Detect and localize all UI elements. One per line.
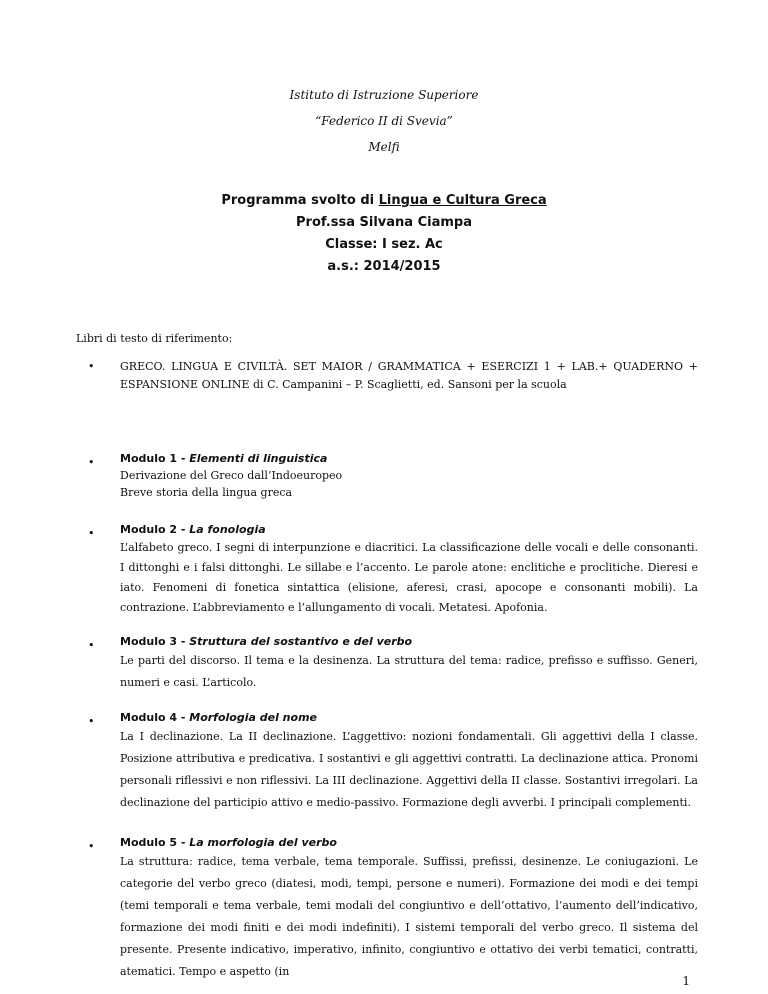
school-year: a.s.: 2014/2015 [327, 259, 441, 274]
module-name: Morfologia del nome [189, 711, 317, 724]
module-item [120, 834, 698, 983]
module-number: Modulo 4 - [120, 711, 190, 724]
program-subject: Lingua e Cultura Greca [378, 193, 547, 208]
module-title [120, 709, 698, 726]
module-number: Modulo 5 - [120, 836, 190, 849]
program-title-prefix: Programma svolto di [221, 193, 379, 208]
module-item [120, 521, 698, 618]
module-title [120, 521, 698, 538]
module-body: Le parti del discorso. Il tema e la desinenza. La struttura del tema: radice, prefisso e suffisso. Generi, numeri e casi. L’articolo. [120, 654, 698, 689]
bullet-icon: • [88, 456, 95, 469]
module-body: La struttura: radice, tema verbale, tema temporale. Suffissi, prefissi, desinenze. Le coniugazioni. Le categorie del verbo greco (diatesi, modi, tempi, persone e numeri). Formazione dei modi e dei tempi (temi temporali e tema verbale, temi modali del congiuntivo e dell’ottativo, l’aumento dell’indicativo, formazione dei modi finiti e dei modi indefiniti). I sistemi temporali del verbo greco. Il sistema del presente. Presente indicativo, imperativo, infinito, congiuntivo e ottativo dei verbi tematici, contratti, atematici. Tempo e aspetto (in [120, 855, 698, 978]
program-title [0, 193, 768, 208]
module-name: La fonologia [189, 523, 266, 536]
module-body: La I declinazione. La II declinazione. L’aggettivo: nozioni fondamentali. Gli aggettivi della I classe. Posizione attributiva e predicativa. I sostantivi e gli aggettivi contratti. La declinazione attica. Pronomi personali riflessivi e non riflessivi. La III declinazione. Aggettivi della II classe. Sostantivi irregolari. La declinazione del participio attivo e medio-passivo. Formazione degli avverbi. I principali complementi. [120, 730, 698, 809]
bullet-icon: • [88, 715, 95, 728]
teacher-name: Prof.ssa Silvana Ciampa [296, 215, 472, 230]
module-title [120, 633, 698, 650]
module-item [120, 633, 698, 694]
module-number: Modulo 1 - [120, 452, 190, 465]
module-name: Elementi di linguistica [189, 452, 328, 465]
module-body: Derivazione del Greco dall’Indoeuropeo Breve storia della lingua greca [120, 469, 343, 499]
module-name: Struttura del sostantivo e del verbo [189, 635, 413, 648]
school-name: Istituto di Istruzione Superiore [289, 88, 479, 102]
bullet-icon: • [88, 527, 95, 540]
bullet-icon: • [88, 639, 95, 652]
module-item [120, 450, 698, 501]
module-title [120, 834, 698, 851]
module-item [120, 709, 698, 814]
bullet-icon: • [88, 360, 95, 373]
module-number: Modulo 3 - [120, 635, 190, 648]
module-title [120, 450, 698, 467]
school-city: Melfi [368, 140, 400, 154]
module-name: La morfologia del verbo [189, 836, 337, 849]
textbooks-label: Libri di testo di riferimento: [76, 332, 233, 345]
module-body: L’alfabeto greco. I segni di interpunzione e diacritici. La classificazione delle vocali e delle consonanti. I dittonghi e i falsi dittonghi. Le sillabe e l’accento. Le parole atone: enclitiche e proclitiche. Dieresi e iato. Fenomeni di fonetica sintattica (elisione, aferesi, crasi, apocope e consonanti mobili). La contrazione. L’abbreviamento e l’allungamento di vocali. Metatesi. Apofonia. [120, 541, 698, 614]
textbook-entry: GRECO. LINGUA E CIVILTÀ. SET MAIOR / GRAMMATICA + ESERCIZI 1 + LAB.+ QUADERNO + ESPANSIONE ONLINE di C. Campanini – P. Scaglietti, ed. Sansoni per la scuola [120, 360, 698, 391]
page-number: 1 [682, 974, 690, 988]
class-label: Classe: I sez. Ac [325, 237, 443, 252]
module-number: Modulo 2 - [120, 523, 190, 536]
school-subtitle: “Federico II di Svevia” [315, 114, 453, 128]
bullet-icon: • [88, 840, 95, 853]
